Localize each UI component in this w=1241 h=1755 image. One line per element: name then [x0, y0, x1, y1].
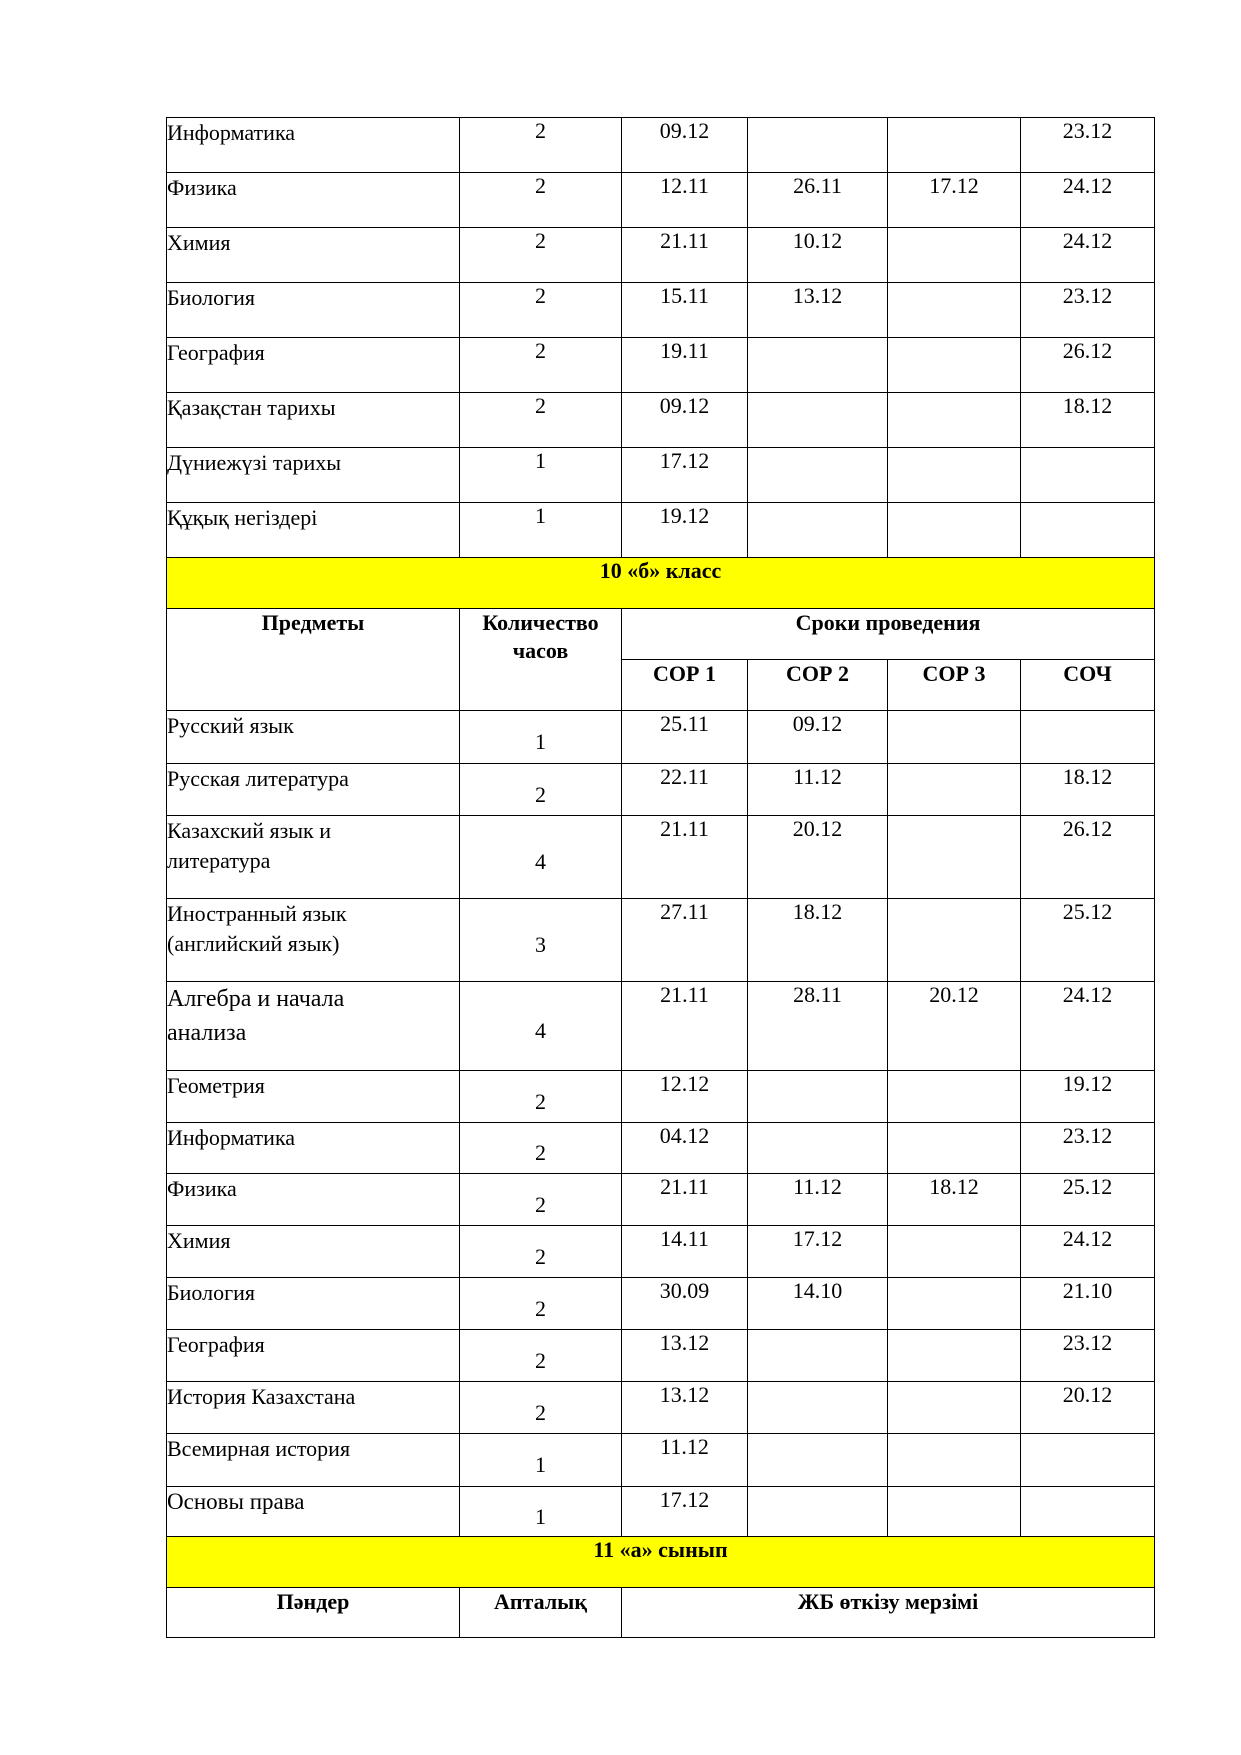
hours-cell: 1 — [460, 711, 622, 764]
date-cell-4: 23.12 — [1021, 118, 1155, 173]
hours-cell: 1 — [460, 1487, 622, 1537]
subject-cell: Физика — [167, 173, 460, 228]
date-cell-3 — [888, 1071, 1021, 1123]
subject-cell: Қазақстан тарихы — [167, 393, 460, 448]
col-header-hours: Апталық — [460, 1588, 622, 1638]
hours-cell: 2 — [460, 1330, 622, 1382]
assessment-schedule-table — [166, 117, 1155, 1638]
date-cell-1: 21.11 — [622, 228, 748, 283]
date-cell-3 — [888, 283, 1021, 338]
hours-cell: 1 — [460, 448, 622, 503]
date-cell-1: 21.11 — [622, 1174, 748, 1226]
date-cell-3: 17.12 — [888, 173, 1021, 228]
date-cell-2: 10.12 — [748, 228, 888, 283]
date-cell-3 — [888, 764, 1021, 816]
table-row — [167, 816, 1155, 899]
table-row — [167, 1226, 1155, 1278]
hours-cell: 2 — [460, 338, 622, 393]
table-row — [167, 173, 1155, 228]
subject-cell: Всемирная история — [167, 1434, 460, 1487]
date-cell-1: 25.11 — [622, 711, 748, 764]
table-row — [167, 503, 1155, 558]
table-row — [167, 448, 1155, 503]
date-cell-2 — [748, 1434, 888, 1487]
date-cell-4: 23.12 — [1021, 283, 1155, 338]
date-cell-1: 11.12 — [622, 1434, 748, 1487]
subject-cell: Химия — [167, 228, 460, 283]
date-cell-4: 24.12 — [1021, 228, 1155, 283]
section-header-row — [167, 1537, 1155, 1588]
table-row — [167, 1434, 1155, 1487]
subject-cell: Химия — [167, 1226, 460, 1278]
date-cell-4 — [1021, 503, 1155, 558]
hours-cell: 2 — [460, 1226, 622, 1278]
date-cell-4: 24.12 — [1021, 173, 1155, 228]
section-header-row — [167, 558, 1155, 609]
date-cell-4 — [1021, 1434, 1155, 1487]
col-header-sor1: СОР 1 — [622, 660, 748, 711]
table-row — [167, 899, 1155, 982]
date-cell-1: 19.12 — [622, 503, 748, 558]
date-cell-2: 20.12 — [748, 816, 888, 899]
date-cell-2: 11.12 — [748, 764, 888, 816]
date-cell-4 — [1021, 448, 1155, 503]
date-cell-1: 17.12 — [622, 1487, 748, 1537]
subject-cell: Физика — [167, 1174, 460, 1226]
table-row — [167, 1487, 1155, 1537]
hours-cell: 2 — [460, 118, 622, 173]
table-row — [167, 393, 1155, 448]
date-cell-3 — [888, 1226, 1021, 1278]
column-header-row — [167, 609, 1155, 660]
subject-cell: География — [167, 338, 460, 393]
date-cell-4: 18.12 — [1021, 764, 1155, 816]
subject-cell: Геометрия — [167, 1071, 460, 1123]
hours-cell: 2 — [460, 393, 622, 448]
subject-line-1: Казахский язык и — [167, 818, 332, 843]
date-cell-1: 12.11 — [622, 173, 748, 228]
date-cell-1: 21.11 — [622, 982, 748, 1071]
date-cell-2: 14.10 — [748, 1278, 888, 1330]
date-cell-3 — [888, 393, 1021, 448]
table-row — [167, 711, 1155, 764]
subject-cell: Биология — [167, 283, 460, 338]
date-cell-2 — [748, 1330, 888, 1382]
date-cell-1: 13.12 — [622, 1330, 748, 1382]
table-row — [167, 338, 1155, 393]
date-cell-1: 21.11 — [622, 816, 748, 899]
col-header-hours-line2: часов — [512, 638, 569, 663]
date-cell-4: 20.12 — [1021, 1382, 1155, 1434]
date-cell-3 — [888, 228, 1021, 283]
date-cell-2: 13.12 — [748, 283, 888, 338]
hours-cell: 3 — [460, 899, 622, 982]
table-row — [167, 1174, 1155, 1226]
date-cell-2 — [748, 1487, 888, 1537]
date-cell-2 — [748, 393, 888, 448]
date-cell-3 — [888, 899, 1021, 982]
date-cell-1: 09.12 — [622, 393, 748, 448]
subject-line-1: Алгебра и начала — [167, 986, 345, 1012]
date-cell-1: 17.12 — [622, 448, 748, 503]
date-cell-1: 14.11 — [622, 1226, 748, 1278]
col-header-subjects: Пәндер — [167, 1588, 460, 1638]
col-header-dates: Сроки проведения — [622, 609, 1155, 660]
column-header-row — [167, 1588, 1155, 1638]
hours-cell: 4 — [460, 982, 622, 1071]
subject-cell: География — [167, 1330, 460, 1382]
date-cell-2 — [748, 503, 888, 558]
date-cell-1: 12.12 — [622, 1071, 748, 1123]
date-cell-3 — [888, 1330, 1021, 1382]
date-cell-2 — [748, 1071, 888, 1123]
table-row — [167, 1330, 1155, 1382]
date-cell-4: 25.12 — [1021, 1174, 1155, 1226]
subject-cell: Русская литература — [167, 764, 460, 816]
date-cell-1: 15.11 — [622, 283, 748, 338]
date-cell-4: 18.12 — [1021, 393, 1155, 448]
date-cell-4 — [1021, 711, 1155, 764]
hours-cell: 2 — [460, 283, 622, 338]
date-cell-2: 26.11 — [748, 173, 888, 228]
col-header-hours-line1: Количество — [482, 610, 599, 635]
date-cell-2: 09.12 — [748, 711, 888, 764]
table-row — [167, 1278, 1155, 1330]
subject-line-1: Иностранный язык — [167, 901, 347, 926]
date-cell-4: 21.10 — [1021, 1278, 1155, 1330]
col-header-dates: ЖБ өткізу мерзімі — [622, 1588, 1155, 1638]
table-row — [167, 764, 1155, 816]
date-cell-2 — [748, 448, 888, 503]
date-cell-3 — [888, 711, 1021, 764]
date-cell-3 — [888, 503, 1021, 558]
date-cell-4: 19.12 — [1021, 1071, 1155, 1123]
table-row — [167, 283, 1155, 338]
table-row — [167, 228, 1155, 283]
date-cell-1: 27.11 — [622, 899, 748, 982]
date-cell-2 — [748, 1382, 888, 1434]
subject-cell: Русский язык — [167, 711, 460, 764]
table-row — [167, 118, 1155, 173]
date-cell-2: 17.12 — [748, 1226, 888, 1278]
hours-cell: 4 — [460, 816, 622, 899]
table-row — [167, 982, 1155, 1071]
hours-cell: 2 — [460, 1071, 622, 1123]
date-cell-4: 26.12 — [1021, 816, 1155, 899]
date-cell-3 — [888, 448, 1021, 503]
col-header-subjects: Предметы — [167, 609, 460, 711]
section-title-11a: 11 «а» сынып — [167, 1537, 1155, 1588]
date-cell-2: 18.12 — [748, 899, 888, 982]
date-cell-3 — [888, 1434, 1021, 1487]
date-cell-2: 11.12 — [748, 1174, 888, 1226]
hours-cell: 1 — [460, 503, 622, 558]
date-cell-2 — [748, 338, 888, 393]
date-cell-1: 30.09 — [622, 1278, 748, 1330]
date-cell-2 — [748, 118, 888, 173]
subject-cell: Құқық негіздері — [167, 503, 460, 558]
hours-cell: 2 — [460, 1123, 622, 1174]
col-header-soch: СОЧ — [1021, 660, 1155, 711]
subject-cell: Дүниежүзі тарихы — [167, 448, 460, 503]
subject-cell — [167, 816, 460, 899]
date-cell-4: 26.12 — [1021, 338, 1155, 393]
subject-cell: Биология — [167, 1278, 460, 1330]
date-cell-4: 24.12 — [1021, 1226, 1155, 1278]
subject-cell: Информатика — [167, 1123, 460, 1174]
date-cell-1: 13.12 — [622, 1382, 748, 1434]
date-cell-1: 04.12 — [622, 1123, 748, 1174]
hours-cell: 2 — [460, 228, 622, 283]
subject-line-2: литература — [167, 848, 271, 873]
date-cell-3 — [888, 816, 1021, 899]
table-row — [167, 1123, 1155, 1174]
section-title-10b: 10 «б» класс — [167, 558, 1155, 609]
date-cell-2: 28.11 — [748, 982, 888, 1071]
hours-cell: 2 — [460, 1174, 622, 1226]
date-cell-4: 23.12 — [1021, 1330, 1155, 1382]
hours-cell: 2 — [460, 1382, 622, 1434]
col-header-hours — [460, 609, 622, 711]
subject-cell — [167, 899, 460, 982]
date-cell-4: 23.12 — [1021, 1123, 1155, 1174]
date-cell-3 — [888, 1382, 1021, 1434]
date-cell-3 — [888, 1487, 1021, 1537]
table-row — [167, 1382, 1155, 1434]
hours-cell: 1 — [460, 1434, 622, 1487]
hours-cell: 2 — [460, 173, 622, 228]
table-row — [167, 1071, 1155, 1123]
subject-line-2: анализа — [167, 1020, 247, 1046]
date-cell-4: 24.12 — [1021, 982, 1155, 1071]
col-header-sor2: СОР 2 — [748, 660, 888, 711]
date-cell-1: 22.11 — [622, 764, 748, 816]
date-cell-1: 19.11 — [622, 338, 748, 393]
hours-cell: 2 — [460, 1278, 622, 1330]
date-cell-3 — [888, 1278, 1021, 1330]
date-cell-3 — [888, 1123, 1021, 1174]
subject-line-2: (английский язык) — [167, 931, 340, 956]
date-cell-4: 25.12 — [1021, 899, 1155, 982]
date-cell-3 — [888, 118, 1021, 173]
subject-cell: Основы права — [167, 1487, 460, 1537]
subject-cell: Информатика — [167, 118, 460, 173]
subject-cell — [167, 982, 460, 1071]
date-cell-4 — [1021, 1487, 1155, 1537]
date-cell-3: 18.12 — [888, 1174, 1021, 1226]
date-cell-3: 20.12 — [888, 982, 1021, 1071]
col-header-sor3: СОР 3 — [888, 660, 1021, 711]
date-cell-1: 09.12 — [622, 118, 748, 173]
hours-cell: 2 — [460, 764, 622, 816]
subject-cell: История Казахстана — [167, 1382, 460, 1434]
date-cell-2 — [748, 1123, 888, 1174]
date-cell-3 — [888, 338, 1021, 393]
